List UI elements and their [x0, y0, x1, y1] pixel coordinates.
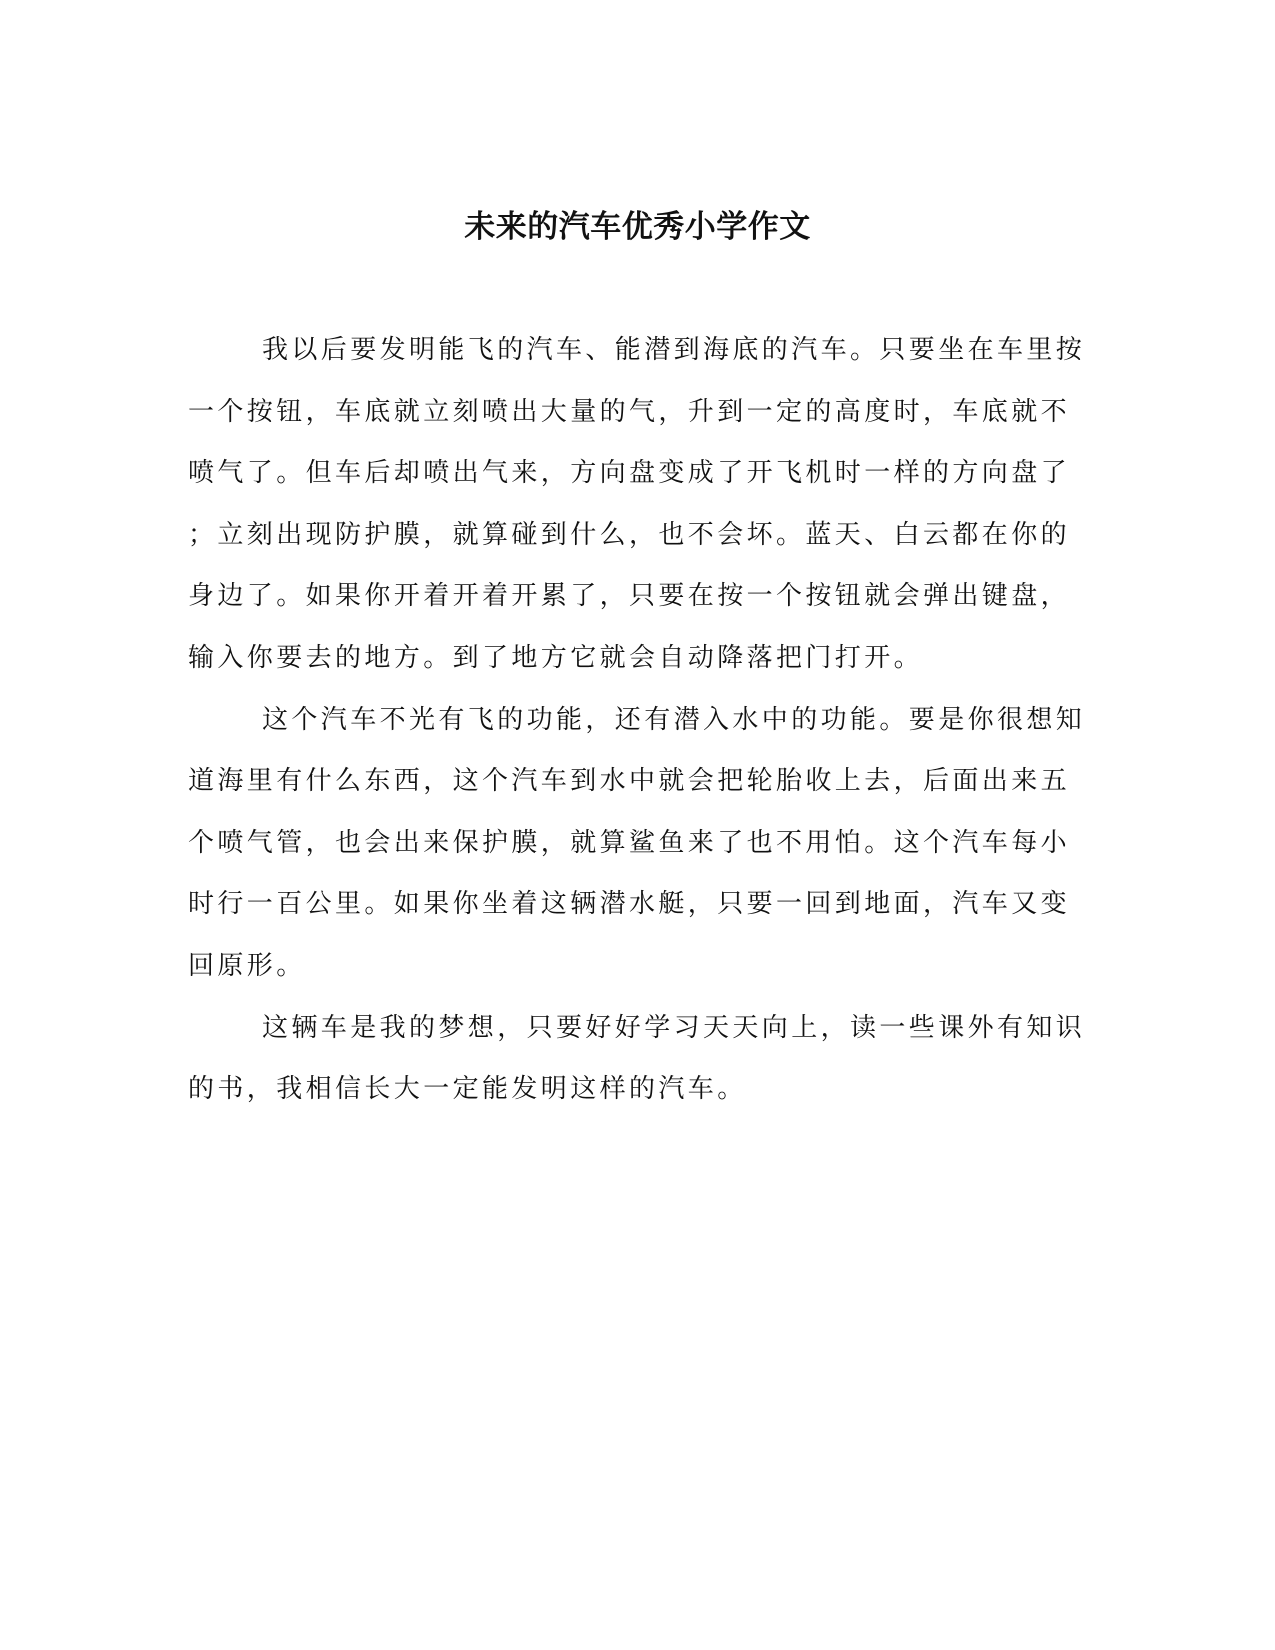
text-line: ；立刻出现防护膜，就算碰到什么，也不会坏。蓝天、白云都在你的 — [188, 519, 1071, 550]
text-line: 道海里有什么东西，这个汽车到水中就会把轮胎收上去，后面出来五 — [188, 766, 1071, 797]
text-line: 时行一百公里。如果你坐着这辆潜水艇，只要一回到地面，汽车又变 — [188, 889, 1071, 920]
essay-body — [188, 320, 1086, 1121]
paragraph-1 — [188, 320, 1086, 690]
text-line: 我以后要发明能飞的汽车、能潜到海底的汽车。只要坐在车里按 — [262, 335, 1086, 365]
text-line: 身边了。如果你开着开着开累了，只要在按一个按钮就会弹出键盘， — [188, 581, 1071, 612]
text-line: 回原形。 — [188, 950, 306, 981]
text-line: 喷气了。但车后却喷出气来，方向盘变成了开飞机时一样的方向盘了 — [188, 458, 1071, 489]
text-line: 这个汽车不光有飞的功能，还有潜入水中的功能。要是你很想知 — [262, 704, 1086, 735]
text-line: 一个按钮，车底就立刻喷出大量的气，升到一定的高度时，车底就不 — [188, 396, 1071, 427]
text-line: 这辆车是我的梦想，只要好好学习天天向上，读一些课外有知识 — [262, 1012, 1086, 1043]
paragraph-3 — [188, 998, 1086, 1121]
text-line: 个喷气管，也会出来保护膜，就算鲨鱼来了也不用怕。这个汽车每小 — [188, 827, 1071, 858]
document-title: 未来的汽车优秀小学作文 — [464, 209, 811, 245]
text-line: 的书，我相信长大一定能发明这样的汽车。 — [188, 1074, 747, 1105]
text-line: 输入你要去的地方。到了地方它就会自动降落把门打开。 — [188, 642, 924, 673]
paragraph-2 — [188, 690, 1086, 998]
